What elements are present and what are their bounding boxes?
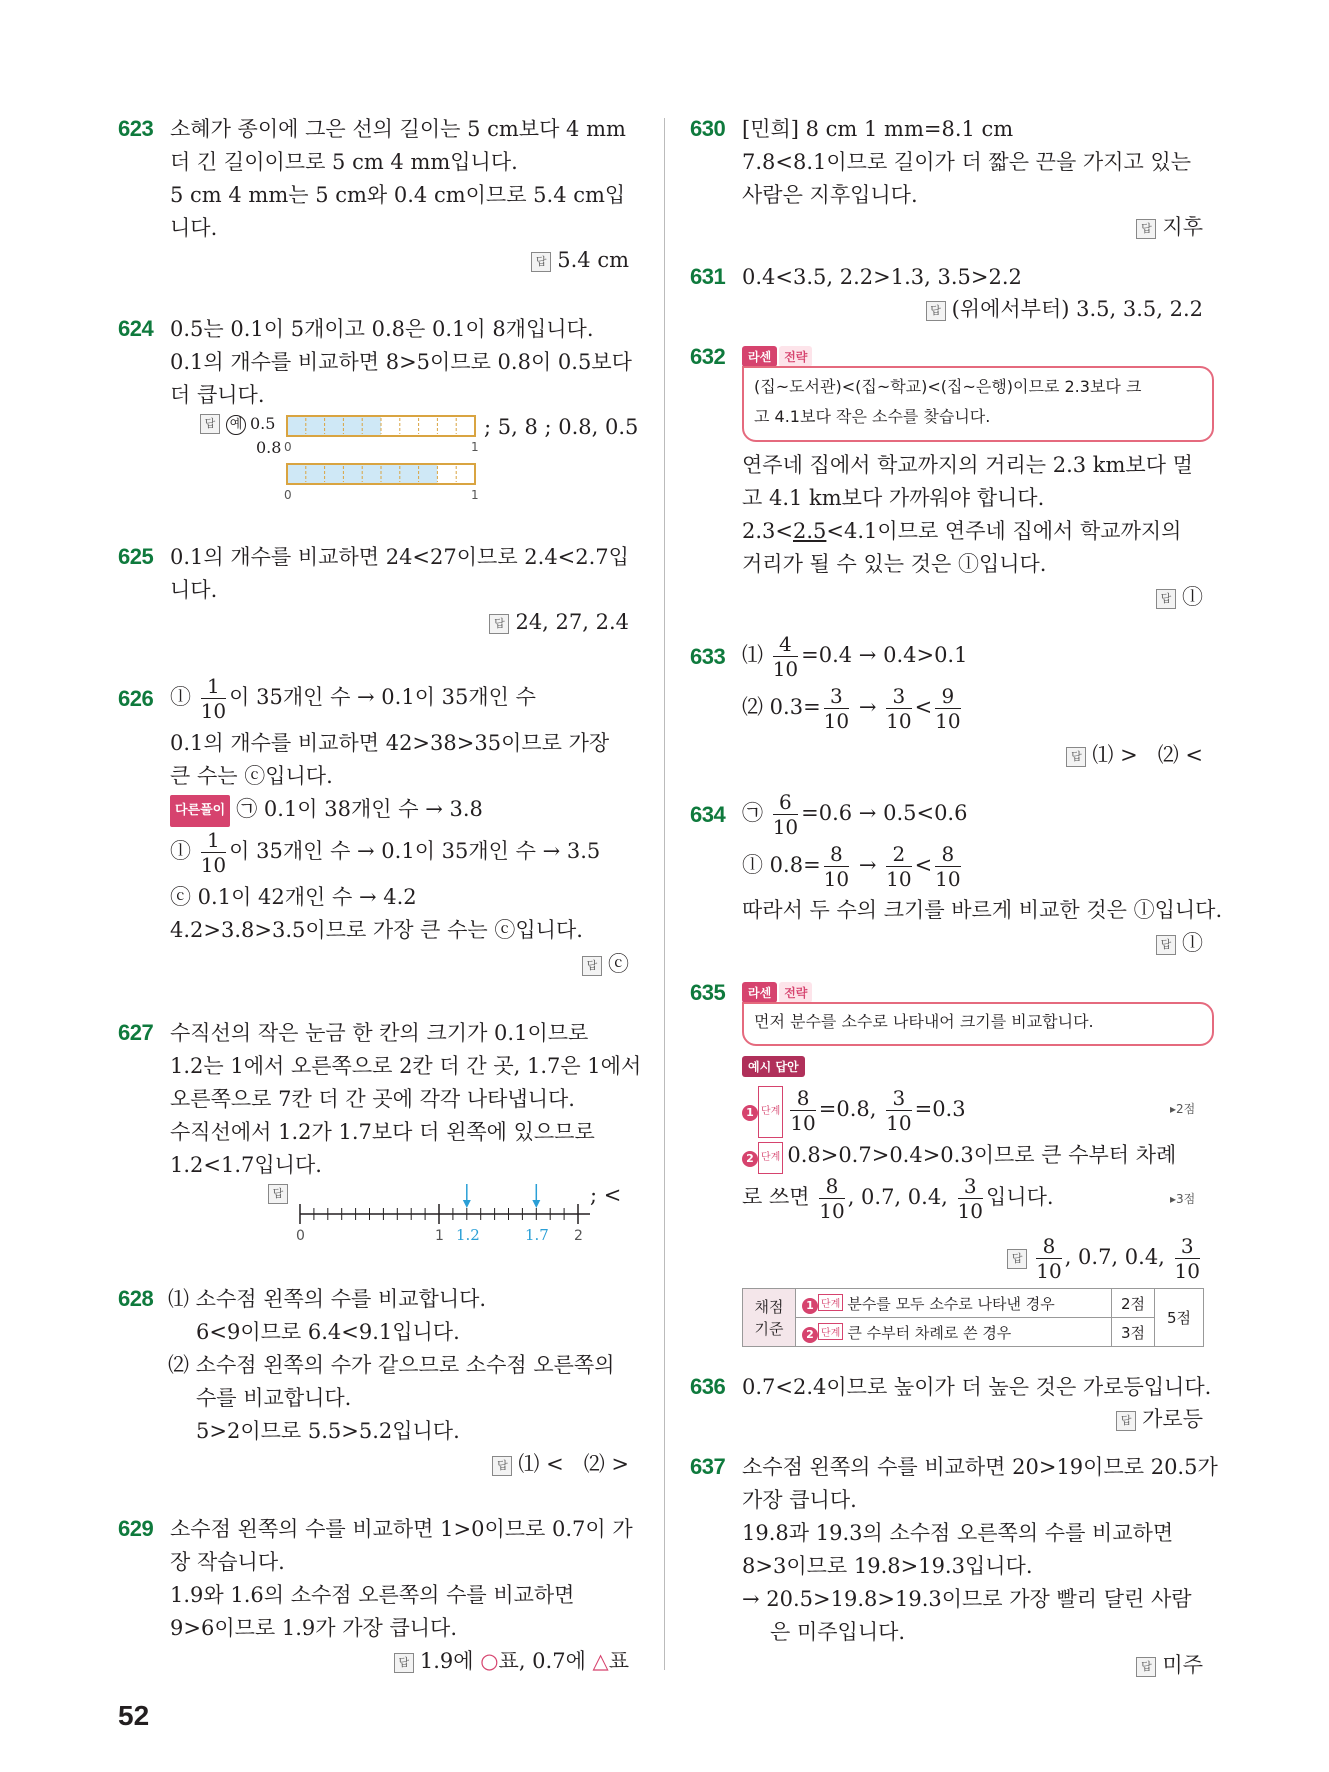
tick-label: 1 (435, 1228, 444, 1244)
solution-line (170, 794, 483, 827)
answer-icon: 답 (531, 252, 551, 272)
solution-line: 0.4<3.5, 2.2>1.3, 3.5>2.2 (742, 265, 1022, 289)
alt-solution-tag: 다른풀이 (170, 795, 230, 827)
solution-line (742, 840, 964, 890)
solution-line: 따라서 두 수의 크기를 바르게 비교한 것은 ⓛ입니다. (742, 898, 1223, 922)
page-number: 52 (118, 1700, 150, 1731)
answer-icon: 답 (1136, 219, 1156, 239)
answer-value: ⓛ (1182, 585, 1203, 609)
solution-line (742, 516, 1181, 546)
fraction: $\frac{1}{10}$ (200, 828, 227, 877)
answer (1136, 1650, 1203, 1680)
solution-line: 더 긴 길이이므로 5 cm 4 mm입니다. (170, 150, 518, 174)
text: =0.3 (914, 1097, 966, 1121)
underlined-value: 2.5 (793, 519, 827, 543)
text: < (914, 853, 933, 877)
decimal-bar-diagram (280, 410, 490, 506)
scoring-title: 채점 기준 (743, 1289, 796, 1347)
solution-line: 오른쪽으로 7칸 더 간 곳에 각각 나타냅니다. (170, 1087, 575, 1111)
bar1-fill (287, 416, 381, 436)
text: < (914, 695, 933, 719)
text: 표, 0.7에 (498, 1649, 593, 1673)
solution-line: 큰 수는 ⓒ입니다. (170, 764, 333, 788)
solution-line: 은 미주입니다. (770, 1620, 906, 1644)
circle-mark: ○ (480, 1649, 499, 1673)
problem-number: 632 (690, 344, 726, 369)
problem-number: 631 (690, 264, 726, 289)
text: 1.9에 (419, 1649, 481, 1673)
answer (1116, 1404, 1203, 1434)
fraction: $\frac{3}{10}$ (886, 684, 912, 733)
step-badge: 2 (742, 1151, 758, 1167)
solution-line: 5>2이므로 5.5>5.2입니다. (196, 1419, 460, 1443)
problem-number: 633 (690, 644, 726, 669)
solution-line: 8>3이므로 19.8>19.3입니다. (742, 1554, 1033, 1578)
fraction: $\frac{2}{10}$ (886, 842, 912, 891)
scoring-points: 3점 (1112, 1318, 1155, 1347)
solution-line: 소혜가 종이에 그은 선의 길이는 5 cm보다 4 mm (170, 117, 626, 141)
fraction: $\frac{4}{10}$ (772, 632, 799, 681)
answer-icon: 답 (1136, 1657, 1156, 1677)
solution-line: 거리가 될 수 있는 것은 ⓛ입니다. (742, 552, 1047, 576)
number-line (290, 1182, 600, 1242)
solution-line: ⑵ 소수점 왼쪽의 수가 같으므로 소수점 오른쪽의 (168, 1353, 615, 1377)
step-badge: 1 (742, 1105, 758, 1121)
fraction: $\frac{8}{10}$ (790, 1086, 816, 1135)
solution-line: ⑴ 소수점 왼쪽의 수를 비교합니다. (168, 1287, 487, 1311)
text: 표 (608, 1649, 629, 1673)
answer-value: 가로등 (1142, 1407, 1203, 1431)
points: ▸3점 (1170, 1192, 1196, 1206)
solution-line: 사람은 지후입니다. (742, 183, 918, 207)
text: =0.8, (818, 1097, 877, 1121)
text: ㉠ (742, 801, 763, 825)
solution-line: 1.9와 1.6의 소수점 오른쪽의 수를 비교하면 (170, 1583, 575, 1607)
strategy-text: 고 4.1보다 작은 소수를 찾습니다. (754, 407, 991, 426)
solution-line: 고 4.1 km보다 가까워야 합니다. (742, 486, 1045, 510)
step-line (742, 1140, 1176, 1174)
strategy-text: (집~도서관)<(집~학교)<(집~은행)이므로 2.3보다 크 (754, 377, 1142, 396)
fraction: $\frac{3}{10}$ (823, 684, 850, 733)
scoring-criterion: 2 단계 큰 수부터 차례로 쓴 경우 (796, 1318, 1112, 1347)
problem-number: 627 (118, 1020, 154, 1045)
solution-line: 니다. (170, 216, 218, 240)
scoring-points: 2점 (1112, 1289, 1155, 1318)
answer-icon: 답 (268, 1184, 288, 1204)
example-mark: 예 (226, 415, 246, 435)
problem-number: 628 (118, 1286, 154, 1311)
answer-icon: 답 (1156, 589, 1176, 609)
fraction: $\frac{8}{10}$ (1036, 1234, 1062, 1283)
answer-value: 미주 (1162, 1653, 1203, 1677)
fraction: $\frac{8}{10}$ (819, 1174, 845, 1223)
solution-line: 6<9이므로 6.4<9.1입니다. (196, 1320, 460, 1344)
text: 로 쓰면 (742, 1185, 810, 1209)
strategy-box (742, 366, 1214, 442)
answer (531, 245, 629, 275)
scoring-total: 5점 (1155, 1289, 1204, 1347)
answer-icon: 답 (200, 414, 220, 434)
solution-line: 수를 비교합니다. (196, 1386, 352, 1410)
solution-line: 소수점 왼쪽의 수를 비교하면 20>19이므로 20.5가 (742, 1455, 1218, 1479)
step-word: 단계 (758, 1086, 783, 1138)
solution-line: 19.8과 19.3의 소수점 오른쪽의 수를 비교하면 (742, 1521, 1174, 1545)
problem-number: 629 (118, 1516, 154, 1541)
solution-line: → 20.5>19.8>19.3이므로 가장 빨리 달린 사람 (742, 1587, 1192, 1611)
circled-letter: ⓛ (170, 685, 191, 709)
circled-letter: ⓛ (170, 839, 191, 863)
problem-number: 625 (118, 544, 154, 569)
points: ▸2점 (1170, 1102, 1196, 1116)
strategy-text: 먼저 분수를 소수로 나타내어 크기를 비교합니다. (754, 1012, 1094, 1031)
number-line-markers (463, 1184, 541, 1208)
solution-line: 1.2<1.7입니다. (170, 1153, 322, 1177)
tick-label: 0 (284, 440, 292, 454)
fraction: $\frac{6}{10}$ (772, 790, 799, 839)
solution-line: 0.1의 개수를 비교하면 24<27이므로 2.4<2.7입 (170, 545, 629, 569)
text: 0.8>0.7>0.4>0.3이므로 큰 수부터 차례 (787, 1143, 1177, 1167)
solution-line (742, 788, 967, 838)
strategy-tag (742, 982, 812, 1003)
solution-line: 가장 큽니다. (742, 1488, 857, 1512)
text: , 0.7, 0.4, (1064, 1245, 1165, 1269)
solution-line (170, 672, 536, 722)
answer-value: ; 5, 8 ; 0.8, 0.5 (484, 415, 639, 439)
strategy-tag (742, 346, 812, 367)
answer-value: 지후 (1162, 215, 1203, 239)
scoring-table (742, 1288, 1204, 1347)
fraction: $\frac{9}{10}$ (935, 684, 961, 733)
answer (1156, 582, 1203, 612)
problem-number: 623 (118, 116, 154, 141)
answer-label (200, 414, 275, 435)
answer-icon: 답 (582, 956, 602, 976)
column-divider (664, 118, 665, 1670)
answer-icon: 답 (1007, 1249, 1027, 1269)
solution-line: 7.8<8.1이므로 길이가 더 짧은 끈을 가지고 있는 (742, 150, 1192, 174)
answer-icon: 답 (489, 614, 509, 634)
problem-number: 635 (690, 980, 726, 1005)
problem-number: 624 (118, 316, 154, 341)
text: 입니다. (986, 1185, 1054, 1209)
tag-label: 라센 (742, 346, 777, 367)
answer-value: 5.4 cm (557, 248, 629, 272)
text: 이 35개인 수 → 0.1이 35개인 수 → 3.5 (229, 839, 601, 863)
problem-number: 626 (118, 686, 154, 711)
solution-line: 소수점 왼쪽의 수를 비교하면 1>0이므로 0.7이 가 (170, 1517, 633, 1541)
marker-arrowhead (463, 1200, 471, 1208)
tick-label: 0 (296, 1228, 305, 1244)
example-answer-tag (742, 1056, 805, 1077)
answer-value: ⑴ > ⑵ < (1092, 743, 1203, 767)
answer (489, 607, 629, 637)
text: ㉠ 0.1이 38개인 수 → 3.8 (236, 797, 483, 821)
text: 이 35개인 수 → 0.1이 35개인 수 (229, 685, 536, 709)
solution-line: 더 큽니다. (170, 383, 265, 407)
scoring-criterion: 1 단계 분수를 모두 소수로 나타낸 경우 (796, 1289, 1112, 1318)
triangle-mark: △ (592, 1649, 609, 1673)
answer (394, 1646, 629, 1676)
text: <4.1이므로 연주네 집에서 학교까지의 (826, 519, 1182, 543)
answer-icon: 답 (492, 1456, 512, 1476)
solution-line: 9>6이므로 1.9가 가장 큽니다. (170, 1616, 457, 1640)
solution-line: 0.5는 0.1이 5개이고 0.8은 0.1이 8개입니다. (170, 317, 594, 341)
text: 2.3< (742, 519, 793, 543)
solution-line: 1.2는 1에서 오른쪽으로 2칸 더 간 곳, 1.7은 1에서 (170, 1054, 642, 1078)
solution-line: 4.2>3.8>3.5이므로 가장 큰 수는 ⓒ입니다. (170, 918, 583, 942)
solution-line (742, 682, 964, 732)
solution-line (170, 826, 600, 876)
answer-value: ⓛ (1182, 931, 1203, 955)
text: ⓛ 0.8= (742, 853, 821, 877)
problem-number: 634 (690, 802, 726, 827)
bar-label: 0.8 (256, 438, 282, 457)
text: =0.6 → 0.5<0.6 (801, 801, 968, 825)
answer-icon: 답 (1066, 747, 1086, 767)
step-line (742, 1084, 966, 1138)
answer (1007, 1232, 1203, 1282)
solution-line: ⓒ 0.1이 42개인 수 → 4.2 (170, 885, 417, 909)
problem-number: 637 (690, 1454, 726, 1479)
text: ⑵ 0.3= (742, 695, 821, 719)
fraction: $\frac{3}{10}$ (957, 1174, 983, 1223)
tag-label: 라센 (742, 982, 777, 1003)
marker-arrowhead (532, 1200, 540, 1208)
answer-value: ⑴ < ⑵ > (518, 1452, 629, 1476)
fraction: $\frac{3}{10}$ (1174, 1234, 1200, 1283)
solution-line: 연주네 집에서 학교까지의 거리는 2.3 km보다 멀 (742, 453, 1193, 477)
solution-line: 니다. (170, 578, 218, 602)
solution-line: 수직선에서 1.2가 1.7보다 더 왼쪽에 있으므로 (170, 1120, 595, 1144)
text: → (858, 853, 877, 877)
solution-line: [민희] 8 cm 1 mm=8.1 cm (742, 117, 1014, 141)
tick-label: 2 (574, 1228, 583, 1244)
answer-icon: 답 (1116, 1411, 1136, 1431)
step-word: 단계 (758, 1142, 783, 1174)
fraction: $\frac{8}{10}$ (935, 842, 961, 891)
bar-label: 0.5 (250, 414, 276, 433)
problem-number: 630 (690, 116, 726, 141)
answer-value: ⓒ (608, 952, 629, 976)
solution-line: 수직선의 작은 눈금 한 칸의 크기가 0.1이므로 (170, 1021, 589, 1045)
solution-line: 0.1의 개수를 비교하면 8>5이므로 0.8이 0.5보다 (170, 350, 632, 374)
answer-value: (위에서부터) 3.5, 3.5, 2.2 (951, 297, 1203, 321)
answer-icon: 답 (1156, 935, 1176, 955)
tick-label: 1 (471, 488, 479, 502)
text: ⑴ (742, 643, 763, 667)
step-line (742, 1172, 1054, 1222)
fraction: $\frac{3}{10}$ (886, 1086, 912, 1135)
solution-line (742, 630, 967, 680)
answer (1066, 740, 1203, 770)
strategy-label: 전략 (779, 982, 812, 1003)
solution-line: 0.7<2.4이므로 높이가 더 높은 것은 가로등입니다. (742, 1375, 1212, 1399)
strategy-label: 전략 (779, 346, 812, 367)
answer-icon: 답 (926, 301, 946, 321)
answer (492, 1449, 629, 1479)
example-label: 예시 답안 (742, 1056, 805, 1077)
text: =0.4 → 0.4>0.1 (801, 643, 968, 667)
marker-label: 1.7 (525, 1226, 549, 1244)
answer-icon: 답 (394, 1653, 414, 1673)
answer-value: 24, 27, 2.4 (515, 610, 629, 634)
answer (1156, 928, 1203, 958)
solution-line: 5 cm 4 mm는 5 cm와 0.4 cm이므로 5.4 cm입 (170, 183, 626, 207)
answer (926, 294, 1203, 324)
marker-label: 1.2 (456, 1226, 480, 1244)
problem-number: 636 (690, 1374, 726, 1399)
text: → (858, 695, 877, 719)
text: , 0.7, 0.4, (847, 1185, 948, 1209)
strategy-box (742, 1002, 1214, 1046)
fraction: $\frac{1}{10}$ (200, 674, 227, 723)
tick-label: 0 (284, 488, 292, 502)
solution-line: 0.1의 개수를 비교하면 42>38>35이므로 가장 (170, 731, 610, 755)
solution-line: 장 작습니다. (170, 1550, 285, 1574)
answer (582, 949, 629, 979)
fraction: $\frac{8}{10}$ (823, 842, 850, 891)
answer (1136, 212, 1203, 242)
answer-value: ; < (590, 1183, 622, 1207)
tick-label: 1 (471, 440, 479, 454)
